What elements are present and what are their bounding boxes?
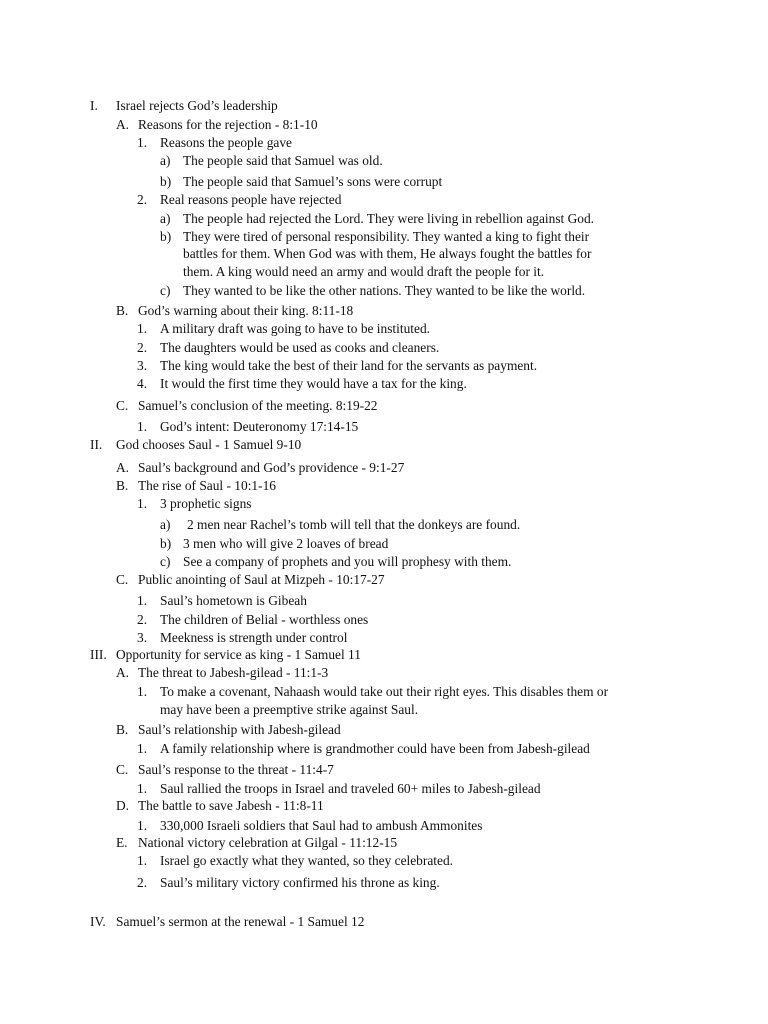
outline-item-text-sub: The people said that Samuel was old. <box>183 153 383 168</box>
outline-marker-letter: A. <box>116 665 130 680</box>
outline-marker-sub: b) <box>160 536 172 551</box>
outline-marker-letter: A. <box>116 117 130 132</box>
outline-item-text-letter: National victory celebration at Gilgal - 11:12-15 <box>138 835 398 850</box>
outline-marker-sub: a) <box>160 211 171 226</box>
outline-item-text-number: It would the first time they would have a tax for the king. <box>160 376 467 391</box>
outline-item-text-number: Real reasons people have rejected <box>160 192 342 207</box>
outline-marker-letter: E. <box>116 835 128 850</box>
outline-marker-letter: C. <box>116 398 129 413</box>
outline-item-text-roman: Opportunity for service as king - 1 Samuel 11 <box>116 647 361 662</box>
outline-marker-letter: B. <box>116 722 129 737</box>
outline-marker-number: 1. <box>137 741 148 756</box>
outline-marker-letter: C. <box>116 572 129 587</box>
outline-item-text-number: The daughters would be used as cooks and cleaners. <box>160 340 440 355</box>
outline-marker-sub: a) <box>160 153 171 168</box>
outline-item-text-letter: Saul’s relationship with Jabesh-gilead <box>138 722 341 737</box>
outline-item-text-number: God’s intent: Deuteronomy 17:14-15 <box>160 419 359 434</box>
outline-marker-number: 2. <box>137 875 148 890</box>
outline-item-text-number: To make a covenant, Nahaash would take out their right eyes. This disables them or <box>160 684 609 699</box>
outline-marker-number: 3. <box>137 358 148 373</box>
outline-marker-letter: C. <box>116 762 129 777</box>
outline-item-text-sub: 3 men who will give 2 loaves of bread <box>183 536 389 551</box>
outline-item-text-letter: Samuel’s conclusion of the meeting. 8:19-22 <box>138 398 378 413</box>
outline-item-text-sub: The people said that Samuel’s sons were corrupt <box>183 174 443 189</box>
outline-marker-sub: c) <box>160 283 171 298</box>
outline-item-text-letter: Public anointing of Saul at Mizpeh - 10:17-27 <box>138 572 385 587</box>
outline-marker-number: 1. <box>137 419 148 434</box>
outline-item-text-number: 330,000 Israeli soldiers that Saul had to ambush Ammonites <box>160 818 483 833</box>
outline-marker-letter: B. <box>116 478 129 493</box>
outline-item-text-letter: Reasons for the rejection - 8:1-10 <box>138 117 318 132</box>
outline-item-text-number: Saul rallied the troops in Israel and traveled 60+ miles to Jabesh-gilead <box>160 781 541 796</box>
outline-marker-letter: B. <box>116 303 129 318</box>
outline-item-continuation: them. A king would need an army and would draft the people for it. <box>183 264 545 279</box>
outline-item-continuation: may have been a preemptive strike against Saul. <box>160 702 419 717</box>
outline-marker-number: 1. <box>137 593 148 608</box>
outline-item-text-number: Reasons the people gave <box>160 135 293 150</box>
outline-item-text-sub: 2 men near Rachel’s tomb will tell that the donkeys are found. <box>187 517 521 532</box>
outline-marker-number: 1. <box>137 853 148 868</box>
outline-marker-number: 2. <box>137 340 148 355</box>
outline-marker-roman: IV. <box>90 914 106 929</box>
outline-item-text-number: Saul’s military victory confirmed his throne as king. <box>160 875 440 890</box>
outline-marker-number: 1. <box>137 321 148 336</box>
outline-marker-number: 1. <box>137 818 148 833</box>
outline-item-text-letter: God’s warning about their king. 8:11-18 <box>138 303 354 318</box>
outline-item-text-sub: See a company of prophets and you will prophesy with them. <box>183 554 512 569</box>
outline-marker-number: 1. <box>137 496 148 511</box>
outline-item-text-letter: The battle to save Jabesh - 11:8-11 <box>138 798 324 813</box>
outline-marker-number: 1. <box>137 135 148 150</box>
outline-item-continuation: battles for them. When God was with them, He always fought the battles for <box>183 246 592 261</box>
outline-marker-number: 2. <box>137 612 148 627</box>
outline-item-text-letter: The rise of Saul - 10:1-16 <box>138 478 276 493</box>
outline-item-text-sub: They were tired of personal responsibility. They wanted a king to fight their <box>183 229 590 244</box>
outline-marker-roman: I. <box>90 98 98 113</box>
outline-marker-number: 3. <box>137 630 148 645</box>
outline-item-text-sub: The people had rejected the Lord. They were living in rebellion against God. <box>183 211 595 226</box>
outline-marker-number: 1. <box>137 684 148 699</box>
outline-item-text-number: A military draft was going to have to be instituted. <box>160 321 430 336</box>
outline-marker-number: 4. <box>137 376 148 391</box>
outline-item-text-number: Meekness is strength under control <box>160 630 348 645</box>
outline-marker-sub: c) <box>160 554 171 569</box>
outline-marker-letter: A. <box>116 460 130 475</box>
outline-item-text-letter: The threat to Jabesh-gilead - 11:1-3 <box>138 665 329 680</box>
outline-item-text-roman: Israel rejects God’s leadership <box>116 98 278 113</box>
outline-item-text-number: Saul’s hometown is Gibeah <box>160 593 307 608</box>
outline-marker-sub: a) <box>160 517 171 532</box>
outline-marker-roman: III. <box>90 647 107 662</box>
outline-marker-sub: b) <box>160 174 172 189</box>
outline-item-text-sub: They wanted to be like the other nations. They wanted to be like the world. <box>183 283 586 298</box>
outline-marker-sub: b) <box>160 229 172 244</box>
outline-marker-number: 2. <box>137 192 148 207</box>
outline-item-text-number: A family relationship where is grandmother could have been from Jabesh-gilead <box>160 741 590 756</box>
outline-item-text-number: Israel go exactly what they wanted, so they celebrated. <box>160 853 453 868</box>
outline-item-text-roman: Samuel’s sermon at the renewal - 1 Samuel 12 <box>116 914 365 929</box>
outline-item-text-letter: Saul’s response to the threat - 11:4-7 <box>138 762 334 777</box>
outline-item-text-number: The king would take the best of their land for the servants as payment. <box>160 358 538 373</box>
outline-item-text-number: 3 prophetic signs <box>160 496 252 511</box>
outline-item-text-roman: God chooses Saul - 1 Samuel 9-10 <box>116 437 302 452</box>
outline-marker-number: 1. <box>137 781 148 796</box>
outline-item-text-letter: Saul’s background and God’s providence - 9:1-27 <box>138 460 405 475</box>
outline-item-text-number: The children of Belial - worthless ones <box>160 612 369 627</box>
outline-marker-roman: II. <box>90 437 103 452</box>
outline-marker-letter: D. <box>116 798 130 813</box>
